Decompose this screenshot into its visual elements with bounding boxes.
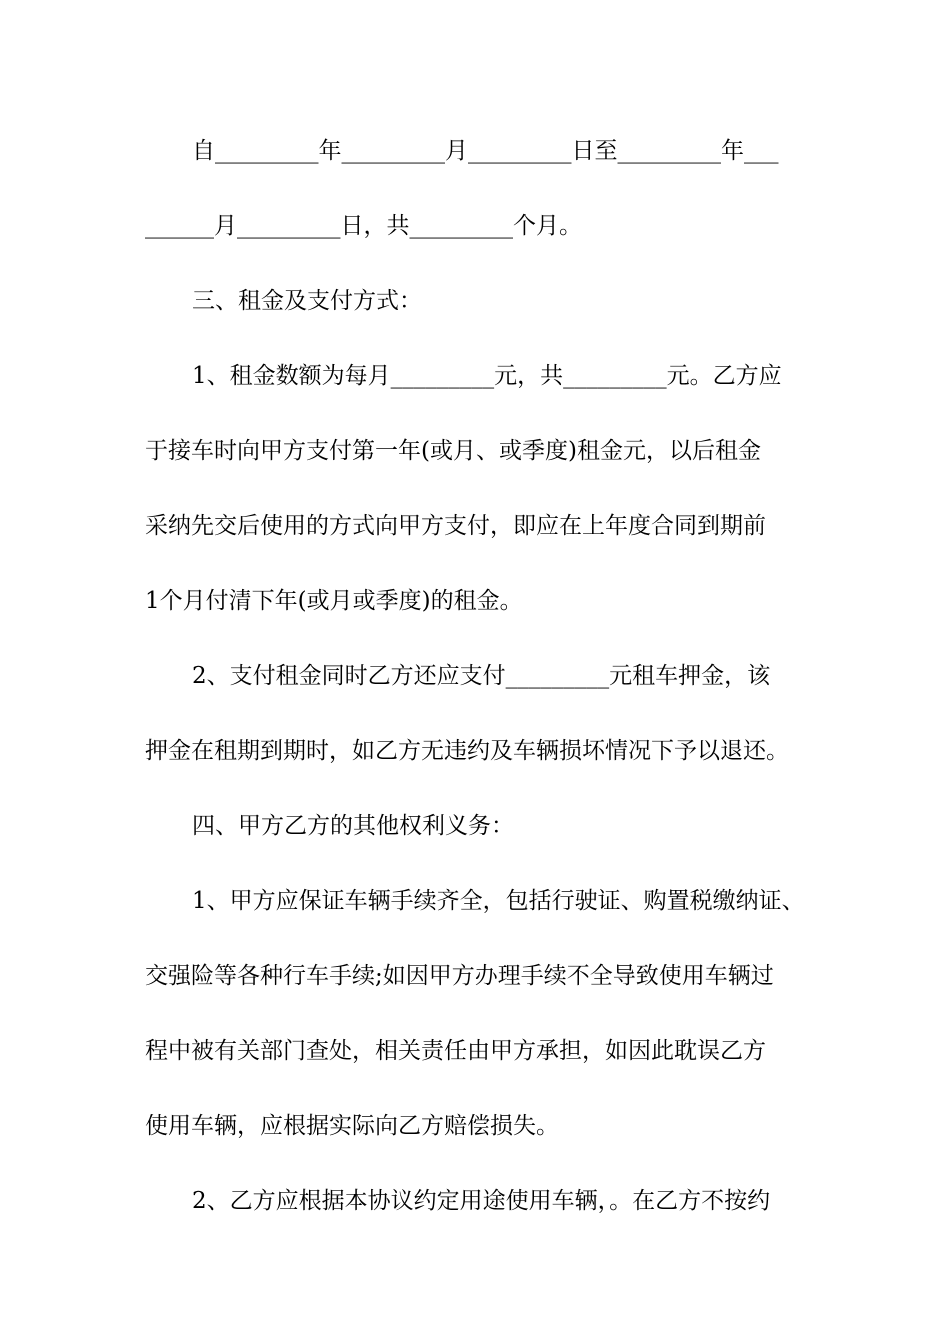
paragraph-line: 2、乙方应根据本协议约定用途使用车辆，。在乙方不按约 <box>192 1188 771 1214</box>
paragraph-line: 押金在租期到期时，如乙方无违约及车辆损坏情况下予以退还。 <box>145 738 789 764</box>
rental-period-line-2: ______月_________日，共_________个月。 <box>145 213 582 239</box>
paragraph-line: 2、支付租金同时乙方还应支付_________元租车押金，该 <box>192 663 771 689</box>
paragraph-line: 1、甲方应保证车辆手续齐全，包括行驶证、购置税缴纳证、 <box>192 888 805 914</box>
paragraph-line: 1个月付清下年(或月或季度)的租金。 <box>145 588 523 614</box>
section-heading-rights-obligations: 四、甲方乙方的其他权利义务： <box>192 813 514 839</box>
paragraph-line: 于接车时向甲方支付第一年(或月、或季度)租金元，以后租金 <box>145 438 761 464</box>
paragraph-line: 程中被有关部门查处，相关责任由甲方承担，如因此耽误乙方 <box>145 1038 766 1064</box>
section-heading-rent-payment: 三、租金及支付方式： <box>192 288 422 314</box>
rental-period-line-1: 自_________年_________月_________日至_________年___ <box>192 138 779 164</box>
paragraph-line: 使用车辆，应根据实际向乙方赔偿损失。 <box>145 1113 559 1139</box>
paragraph-line: 交强险等各种行车手续;如因甲方办理手续不全导致使用车辆过 <box>145 963 774 989</box>
paragraph-line: 1、租金数额为每月_________元，共_________元。乙方应 <box>192 363 782 389</box>
paragraph-line: 采纳先交后使用的方式向甲方支付，即应在上年度合同到期前 <box>145 513 766 539</box>
